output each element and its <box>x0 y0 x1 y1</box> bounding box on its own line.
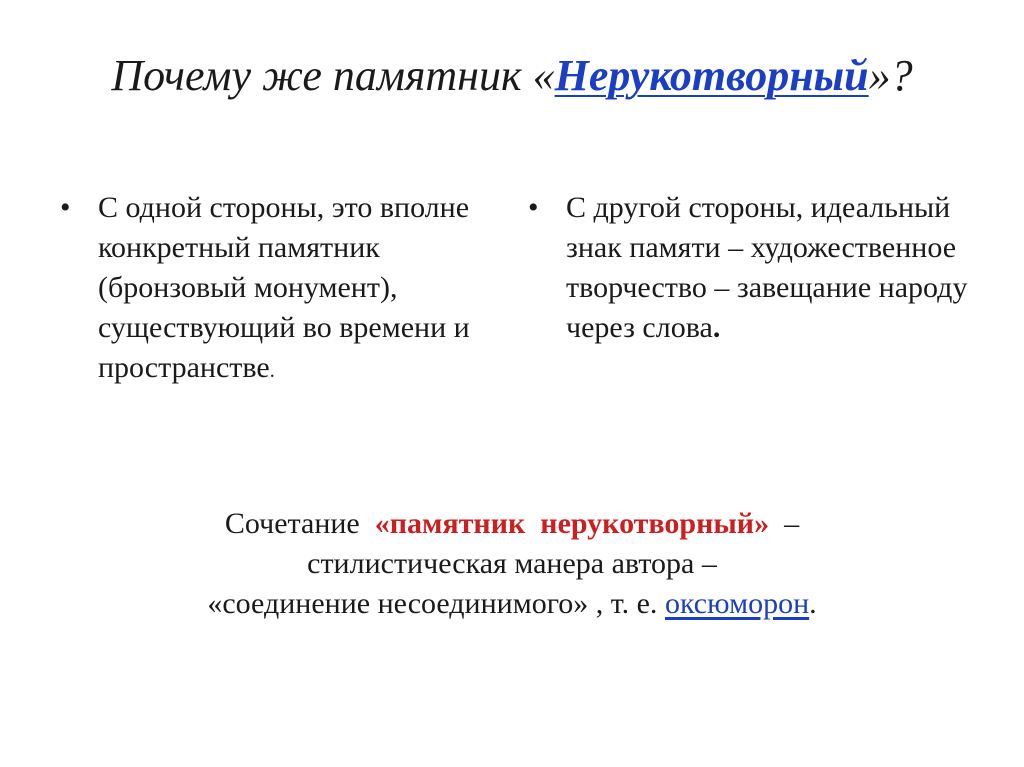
summary-line-2: стилистическая манера автора – <box>307 547 717 580</box>
summary-line3-before: «соединение несоединимого» , т. е. <box>207 587 665 620</box>
summary-line1-after: – <box>769 507 800 540</box>
right-bullet-item <box>528 188 988 348</box>
summary-line-3 <box>0 584 1024 624</box>
oxymoron-link[interactable]: оксюморон <box>664 587 810 620</box>
summary-line-1 <box>0 504 1024 544</box>
summary-block <box>0 504 1024 624</box>
right-bullet-end: . <box>712 311 721 344</box>
left-bullet-body: С одной стороны, это вполне конкретный памятник (бронзовый монумент), существующий во времени и пространстве <box>98 191 470 384</box>
left-bullet-item <box>60 188 470 391</box>
left-column <box>60 188 470 391</box>
title-text-before: Почему же памятник « <box>111 51 555 100</box>
slide-title <box>0 48 1024 104</box>
title-text-after: »? <box>868 51 913 100</box>
right-column <box>528 188 988 348</box>
left-bullet-end: . <box>269 360 275 382</box>
bullet-marker: • <box>60 191 71 224</box>
summary-line3-after: . <box>809 587 817 620</box>
right-bullet-body: С другой стороны, идеальный знак памяти – художественное творчество – завещание народу через слова <box>566 191 968 344</box>
left-bullet-text <box>98 188 470 391</box>
title-link-nerukotvorny[interactable]: Нерукотворный <box>554 51 869 100</box>
right-bullet-text <box>566 188 988 348</box>
summary-highlight: «памятник нерукотворный» <box>374 507 770 540</box>
bullet-marker: • <box>528 191 539 224</box>
summary-line1-before: Сочетание <box>224 507 375 540</box>
